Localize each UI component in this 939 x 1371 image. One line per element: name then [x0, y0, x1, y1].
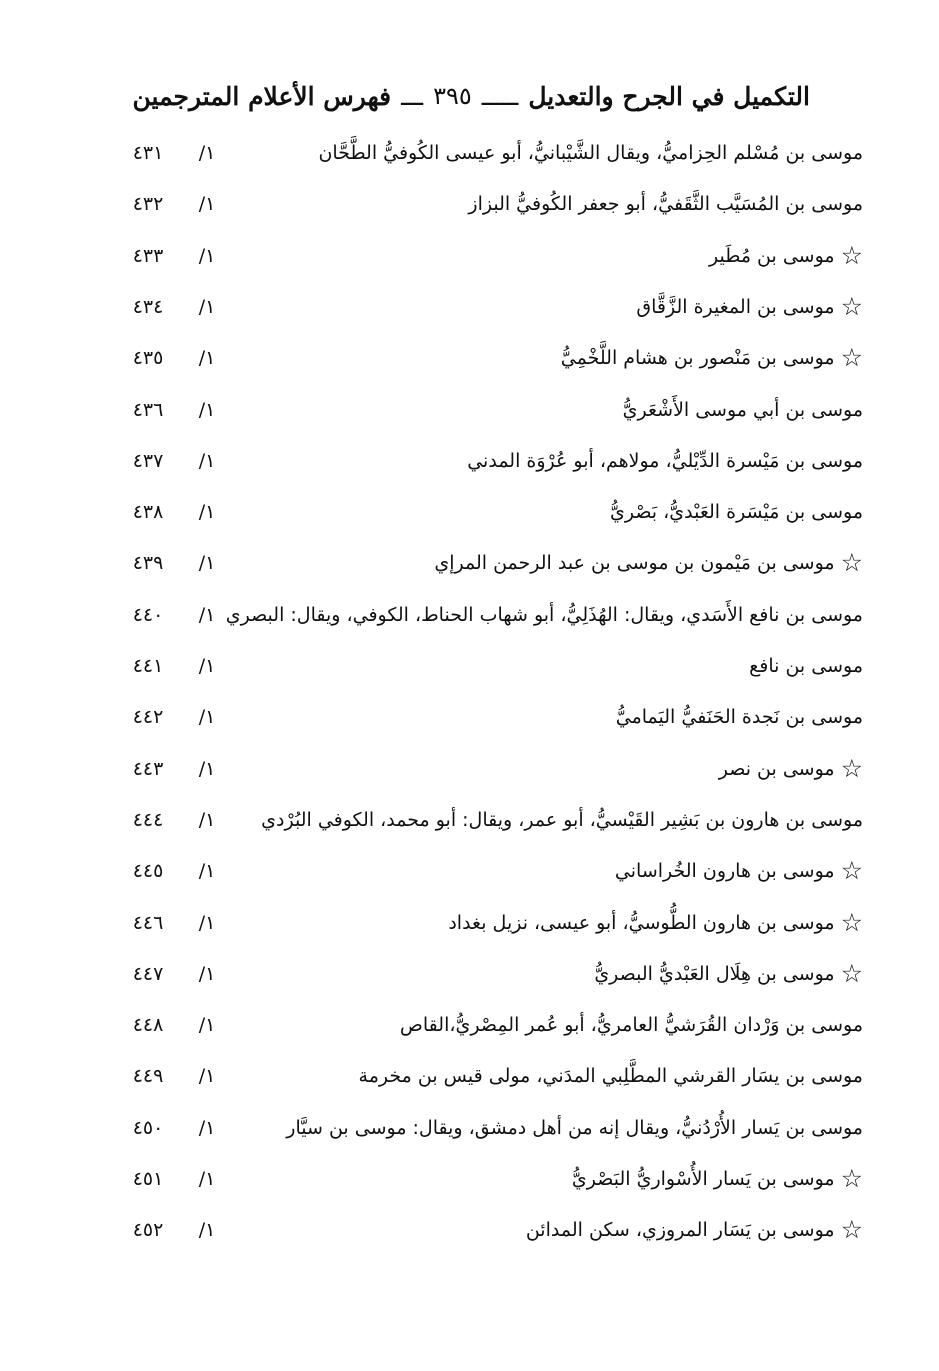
entry-name: [467, 446, 863, 476]
entry-page-number: ٤٣٣: [132, 244, 164, 267]
entry-volume: ١/: [198, 449, 216, 472]
entry-volume: ١/: [198, 962, 216, 985]
entry-page-number: ٤٤٦: [132, 911, 164, 934]
entry-page-number: ٤٤٠: [132, 603, 164, 626]
entry-name-text: موسى بن نافع: [749, 655, 863, 677]
entry-name-text: موسى بن يَسَار المروزي، سكن المدائن: [525, 1219, 835, 1242]
entry-name-text: موسى بن هِلَال العَبْديُّ البصريُّ: [594, 962, 835, 985]
entry-name-text: موسى بن هارون الطُّوسيُّ، أبو عيسى، نزيل بغداد: [448, 911, 835, 934]
entry-name-text: موسى بن مَيْمون بن موسى بن عبد الرحمن المرإي: [434, 552, 835, 575]
entry-page-number: ٤٤٤: [132, 808, 164, 831]
entry-name-text: موسى بن هارون الخُراساني: [614, 860, 835, 883]
section-title: فهرس الأعلام المترجمين: [132, 81, 392, 111]
entry-volume: ١/: [198, 706, 216, 729]
entry-name: [616, 702, 863, 732]
entry-name: [468, 189, 863, 219]
entry-volume: ١/: [198, 655, 216, 677]
star-icon: ☆: [840, 907, 863, 937]
entry-volume: ١/: [198, 1116, 216, 1139]
entry-page-number: ٤٤٢: [132, 706, 164, 729]
star-icon: ☆: [840, 856, 863, 886]
entry-page-number: ٤٤٨: [132, 1014, 164, 1037]
entry-page-number: ٤٤٧: [132, 962, 164, 985]
entry-volume: ١/: [198, 552, 216, 575]
entry-name: [636, 292, 863, 322]
index-entry: [0, 951, 939, 1001]
entry-volume: ١/: [198, 244, 216, 267]
index-entry: [0, 181, 939, 231]
entry-volume: ١/: [198, 398, 216, 421]
index-entry: [0, 335, 939, 385]
index-entry: [0, 900, 939, 950]
book-title: التكميل في الجرح والتعديل: [528, 81, 810, 111]
entry-name: [719, 754, 863, 784]
entry-name-text: موسى بن نصر: [718, 757, 835, 780]
entry-name: [709, 241, 863, 271]
entry-name: [448, 908, 863, 938]
index-entry: [0, 130, 939, 180]
star-icon: ☆: [840, 753, 863, 783]
entry-page-number: ٤٤٩: [132, 1065, 164, 1088]
entry-name-text: موسى بن يسَار القرشي المطَّلِبي المدَني، مولى قيس بن مخرمة: [358, 1065, 863, 1088]
entry-volume: ١/: [198, 295, 216, 318]
index-entry: [0, 1053, 939, 1103]
entry-volume: ١/: [198, 860, 216, 883]
index-entry: [0, 746, 939, 796]
page-number: ٣٩٥: [433, 82, 472, 110]
star-icon: ☆: [840, 291, 863, 321]
entry-name: [526, 1215, 863, 1245]
entry-name: [749, 651, 863, 681]
entry-volume: ١/: [198, 347, 216, 370]
entry-name-text: موسى بن أبي موسى الأَشْعَريُّ: [622, 398, 863, 421]
entry-name-text: موسى بن مَنْصور بن هشام اللَّخْمِيُّ: [560, 347, 835, 370]
star-icon: ☆: [840, 548, 863, 578]
entry-page-number: ٤٤١: [132, 655, 164, 677]
index-entry: [0, 643, 939, 693]
entry-page-number: ٤٥١: [132, 1168, 164, 1190]
index-entry: [0, 387, 939, 437]
index-entry: [0, 592, 939, 642]
entry-volume: ١/: [198, 1065, 216, 1088]
entry-volume: ١/: [198, 501, 216, 524]
index-entry: [0, 438, 939, 488]
entry-page-number: ٤٥٢: [132, 1219, 164, 1242]
entry-page-number: ٤٥٠: [132, 1116, 164, 1139]
entry-name-text: موسى بن نافع الأَسَدي، ويقال: الهُذَلِيُّ، أبو شهاب الحناط، الكوفي، ويقال: البصري: [225, 603, 863, 626]
index-entry: [0, 489, 939, 539]
index-entry: [0, 1105, 939, 1155]
entry-page-number: ٤٣٢: [132, 193, 164, 216]
entry-name: [400, 1010, 863, 1040]
entry-name-text: موسى بن مُسْلم الحِزاميُّ، ويقال الشَّيْبانيُّ، أبو عيسى الكُوفيُّ الطَّحَّان: [318, 142, 863, 164]
index-entry: [0, 694, 939, 744]
entry-name: [359, 1061, 863, 1091]
entry-name: [318, 138, 863, 168]
header-dash-right: ـــ: [401, 81, 424, 111]
entry-name-text: موسى بن نَجدة الحَنَفيُّ اليَماميُّ: [615, 706, 863, 729]
entry-page-number: ٤٣٩: [132, 552, 164, 575]
entry-volume: ١/: [198, 1168, 216, 1190]
entry-volume: ١/: [198, 757, 216, 780]
index-entry: [0, 1002, 939, 1052]
entry-volume: ١/: [198, 603, 216, 626]
entry-volume: ١/: [198, 1014, 216, 1037]
running-header: [132, 74, 810, 118]
entry-name: [610, 497, 863, 527]
star-icon: ☆: [840, 958, 863, 988]
entry-name-text: موسى بن مَيْسرة الدِّيْليُّ، مولاهم، أبو عُرْوَة المدني: [467, 449, 863, 472]
index-entry: [0, 284, 939, 334]
star-icon: ☆: [840, 343, 863, 373]
entry-name: [434, 548, 863, 578]
index-entry: [0, 233, 939, 283]
star-icon: ☆: [840, 1215, 863, 1245]
entry-name: [286, 1113, 863, 1143]
entry-name-text: موسى بن مَيْسَرة العَبْديُّ، بَصْريُّ: [609, 501, 863, 524]
entry-volume: ١/: [198, 1219, 216, 1242]
entry-volume: ١/: [198, 142, 216, 164]
entry-name-text: موسى بن وَرْدان القُرَشيُّ العامريُّ، أبو عُمر المِصْريُّ،القاص: [399, 1014, 863, 1037]
entry-volume: ١/: [198, 911, 216, 934]
entry-name-text: موسى بن مُطَير: [709, 244, 835, 267]
entry-name: [261, 805, 863, 835]
index-entry: [0, 848, 939, 898]
entry-page-number: ٤٤٣: [132, 757, 164, 780]
entry-volume: ١/: [198, 808, 216, 831]
entry-page-number: ٤٣٨: [132, 501, 164, 524]
header-dash-left: ـــــ: [481, 81, 519, 111]
entry-page-number: ٤٣١: [132, 142, 164, 164]
index-entry: [0, 540, 939, 590]
entry-name: [594, 959, 863, 989]
entry-page-number: ٤٣٦: [132, 398, 164, 421]
entry-page-number: ٤٤٥: [132, 860, 164, 883]
entry-name: [561, 343, 863, 373]
index-entry: [0, 1207, 939, 1257]
entry-name: [572, 1164, 863, 1194]
index-entry: [0, 797, 939, 847]
entry-name-text: موسى بن المغيرة الزَّقَّاق: [636, 295, 835, 318]
entry-name: [226, 600, 863, 630]
entry-name-text: موسى بن يَسار الأُسْواريُّ البَصْريُّ: [571, 1168, 835, 1190]
entry-page-number: ٤٣٥: [132, 347, 164, 370]
star-icon: ☆: [840, 240, 863, 270]
entry-name-text: موسى بن هارون بن بَشِير القَيْسيُّ، أبو عمر، ويقال: أبو محمد، الكوفي البُرْدي: [261, 808, 863, 831]
entry-page-number: ٤٣٧: [132, 449, 164, 472]
entry-name: [615, 856, 863, 886]
entry-volume: ١/: [198, 193, 216, 216]
star-icon: ☆: [840, 1164, 863, 1193]
entry-page-number: ٤٣٤: [132, 295, 164, 318]
entry-name-text: موسى بن المُسَيَّب الثَّقَفيُّ، أبو جعفر الكُوفيُّ البزاز: [468, 193, 863, 216]
entry-name: [623, 395, 863, 425]
entry-name-text: موسى بن يَسار الأُرْدُنيُّ، ويقال إنه من أهل دمشق، ويقال: موسى بن سيَّار: [286, 1116, 863, 1139]
index-entry: [0, 1156, 939, 1206]
